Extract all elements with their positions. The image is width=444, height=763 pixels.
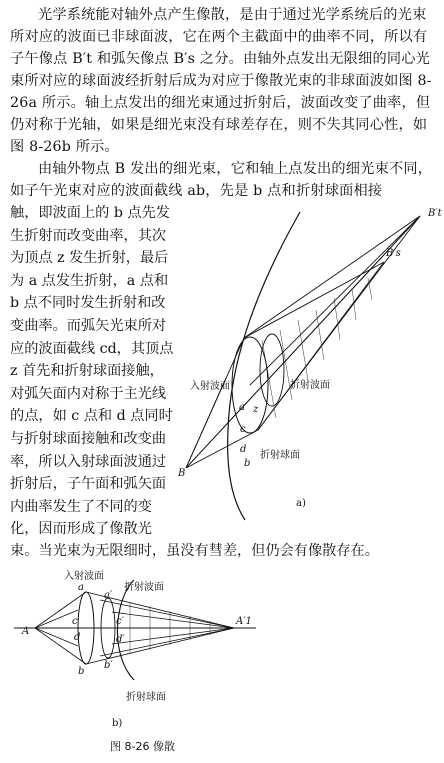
label-incident-wavefront-a: 入射波面 xyxy=(190,381,230,392)
wrap-line: 率，所以入射球面波通过 xyxy=(10,453,167,470)
wrap-line: z 首先和折射球面接触， xyxy=(10,363,164,380)
label-Bt: B′t xyxy=(428,208,442,219)
wrap-line: 触，即波面上的 b 点先发 xyxy=(10,205,170,221)
label-d-pt: d xyxy=(240,444,247,455)
subcaption-b: b) xyxy=(112,718,123,729)
label-A: A xyxy=(22,626,30,637)
label-a-b: a xyxy=(78,582,84,593)
label-refracting-surface-b: 折射球面 xyxy=(126,692,166,703)
label-refracted-wavefront-b: 折射波面 xyxy=(124,582,164,593)
wrap-line: 应的波面截线 cd，其顶点 xyxy=(10,340,174,357)
wrap-line: b 点不同时发生折射和改 xyxy=(10,295,166,312)
label-c-b: c xyxy=(72,616,78,627)
wrap-line: 为顶点 z 发生折射，最后 xyxy=(10,250,169,267)
label-incident-wavefront-b: 入射波面 xyxy=(64,571,104,582)
label-a-pt: a xyxy=(239,402,245,413)
label-d2-b: d′ xyxy=(116,634,125,645)
wrap-line: 变曲率。而弧矢光束所对 xyxy=(10,317,167,334)
label-A1: A′1 xyxy=(236,616,252,627)
paragraph-1: 光学系统能对轴外点产生像散，是由于通过光学系统后的光束所对应的波面已非球面波，它在两个主截面中的曲率不同，所以有子午像点 B′t 和弧矢像点 B′s 之分。由轴外点发出无限细的同心光束所对应的球面波经折射后成为对应于像散光束的非球面波如图 8-26a 所示。轴上点发出的细光束通过折射后，波面改变了曲率，但仍对称于光轴，如果是细光束没有球差存在，则不失其同心性，如图 8-26b 所示。 xyxy=(10,7,432,155)
wrap-line: 内曲率发生了不同的变 xyxy=(10,498,152,515)
label-b2-b: b′ xyxy=(104,660,113,671)
wrap-line: 生折射而改变曲率，其次 xyxy=(10,227,167,244)
wrap-line: 折射后，子午面和弧矢面 xyxy=(10,476,167,493)
label-Bs: B′s xyxy=(386,248,401,259)
label-c-pt: c xyxy=(240,424,246,435)
wrap-line: 的点，如 c 点和 d 点同时 xyxy=(10,408,173,425)
subcaption-a: a) xyxy=(296,498,306,509)
label-d-b: d xyxy=(74,632,81,643)
wrap-line: 对弧矢面内对称于主光线 xyxy=(10,385,167,402)
label-c2-b: c′ xyxy=(116,616,124,627)
label-b-b: b xyxy=(78,666,85,677)
label-b-pt: b xyxy=(244,458,251,469)
wrap-line: 为 a 点发生折射，a 点和 xyxy=(10,272,169,289)
label-B: B xyxy=(178,468,186,479)
figure-caption: 图 8-26 像散 xyxy=(110,740,175,753)
paragraph-2-first: 由轴外物点 B 发出的细光束，它和轴上点发出的细光束不同，如子午光束对应的波面截线 ab，先是 b 点和折射球面相接 xyxy=(10,161,433,199)
label-refracting-surface-a: 折射球面 xyxy=(260,450,300,461)
wrap-line: 与折射球面接触和改变曲 xyxy=(10,430,167,447)
final-line: 束。当光束为无限细时，虽没有彗差，但仍会有像散存在。 xyxy=(10,543,379,559)
refracting-surface-curve-b xyxy=(117,580,134,680)
wrap-line: 化，因而形成了像散光 xyxy=(10,521,152,538)
label-z-pt: z xyxy=(253,404,259,415)
label-a2-b: a′ xyxy=(104,590,113,601)
label-refracted-wavefront-a: 折射波面 xyxy=(290,380,330,391)
